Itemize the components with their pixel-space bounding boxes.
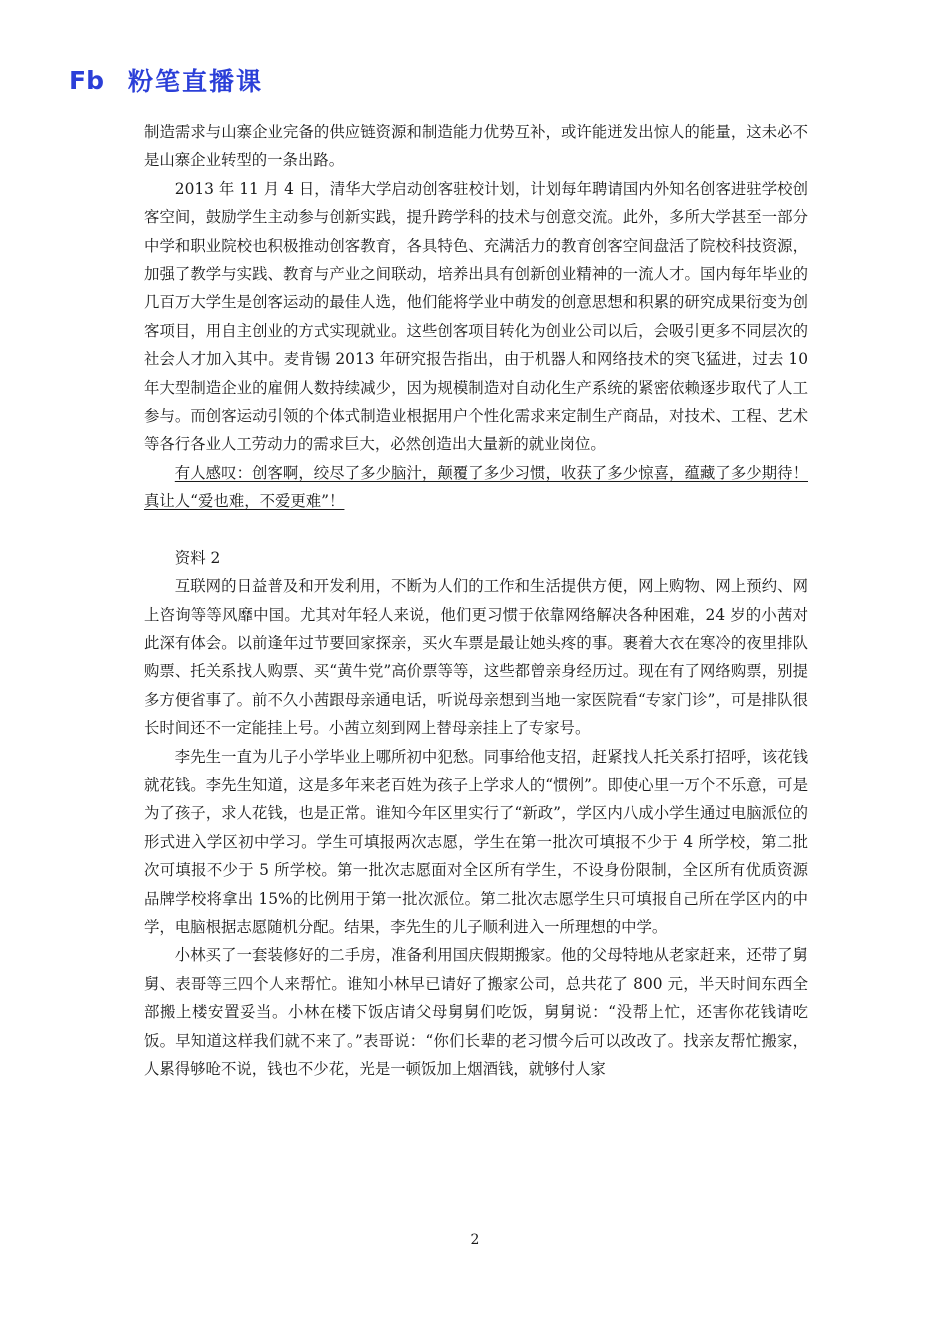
fenbi-logo-icon xyxy=(68,65,120,95)
page-number: 2 xyxy=(470,1232,480,1248)
paragraph: 制造需求与山寨企业完备的供应链资源和制造能力优势互补，或许能迸发出惊人的能量，这未必不是山寨企业转型的一条出路。 xyxy=(144,123,808,170)
header-logo xyxy=(68,62,263,98)
underlined-text: 有人感叹：创客啊，绞尽了多少脑汁，颠覆了多少习惯，收获了多少惊喜，蕴藏了多少期待！真让人“爱也难，不爱更难”！ xyxy=(144,463,808,511)
paragraph-underlined xyxy=(144,459,808,516)
logo-text: 粉笔直播课 xyxy=(128,67,264,96)
paragraph: 小林买了一套装修好的二手房，准备利用国庆假期搬家。他的父母特地从老家赶来，还带了舅舅、表哥等三四个人来帮忙。谁知小林早已请好了搬家公司，总共花了 800 元，半天时间东西全部搬上楼安置妥当。小林在楼下饭店请父母舅舅们吃饭，舅舅说：“没帮上忙，还害你花钱请吃饭。早知道这样我们就不来了。”表哥说：“你们长辈的老习惯今后可以改改了。找亲友帮忙搬家，人累得够呛不说，钱也不少花，光是一顿饭加上烟酒钱，就够付人家 xyxy=(144,946,808,1078)
paragraph: 互联网的日益普及和开发利用，不断为人们的工作和生活提供方便，网上购物、网上预约、网上咨询等等风靡中国。尤其对年轻人来说，他们更习惯于依靠网络解决各种困难，24 岁的小茜对此深有体会。以前逢年过节要回家探亲，买火车票是最让她头疼的事。裹着大衣在寒冷的夜里排队购票、托关系找人购票、买“黄牛党”高价票等等，这些都曾亲身经历过。现在有了网络购票，别提多方便省事了。前不久小茜跟母亲通电话，听说母亲想到当地一家医院看“专家门诊”，可是排队很长时间还不一定能挂上号。小茜立刻到网上替母亲挂上了专家号。 xyxy=(144,577,808,738)
paragraph: 2013 年 11 月 4 日，清华大学启动创客驻校计划，计划每年聘请国内外知名创客进驻学校创客空间，鼓励学生主动参与创新实践，提升跨学科的技术与创意交流。此外，多所大学甚至一部分中学和职业院校也积极推动创客教育，各具特色、充满活力的教育创客空间盘活了院校科技资源，加强了教学与实践、教育与产业之间联动，培养出具有创新创业精神的一流人才。国内每年毕业的几百万大学生是创客运动的最佳人选，他们能将学业中萌发的创意思想和积累的研究成果衍变为创客项目，用自主创业的方式实现就业。这些创客项目转化为创业公司以后，会吸引更多不同层次的社会人才加入其中。麦肯锡 2013 年研究报告指出，由于机器人和网络技术的突飞猛进，过去 10 年大型制造企业的雇佣人数持续减少，因为规模制造对自动化生产系统的紧密依赖逐步取代了人工参与。而创客运动引领的个体式制造业根据用户个性化需求来定制生产商品，对技术、工程、艺术等各行各业人工劳动力的需求巨大，必然创造出大量新的就业岗位。 xyxy=(144,179,808,454)
document-body xyxy=(144,118,808,1083)
paragraph: 李先生一直为儿子小学毕业上哪所初中犯愁。同事给他支招，赶紧找人托关系打招呼，该花钱就花钱。李先生知道，这是多年来老百姓为孩子上学求人的“惯例”。即使心里一万个不乐意，可是为了孩子，求人花钱，也是正常。谁知今年区里实行了“新政”，学区内八成小学生通过电脑派位的形式进入学区初中学习。学生可填报两次志愿，学生在第一批次可填报不少于 4 所学校，第二批次可填报不少于 5 所学校。第一批次志愿面对全区所有学生，不设身份限制，全区所有优质资源品牌学校将拿出 15%的比例用于第一批次派位。第二批次志愿学生只可填报自己所在学区内的中学，电脑根据志愿随机分配。结果，李先生的儿子顺利进入一所理想的中学。 xyxy=(144,747,808,936)
spacer xyxy=(144,516,808,544)
section-heading: 资料 2 xyxy=(174,548,221,567)
logo-letters: Fb xyxy=(69,66,104,95)
